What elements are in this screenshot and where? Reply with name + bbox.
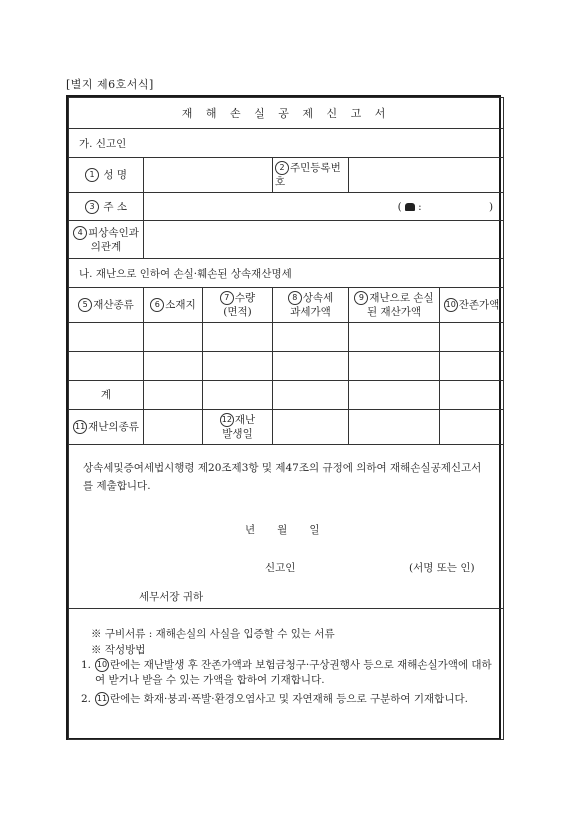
address-label: 3 주 소 (69, 193, 144, 221)
total-row (69, 381, 504, 410)
col-loss-value: 9 재난으로 손실 된 재산가액 (349, 288, 440, 323)
col-residual-value: 10 잔존가액 (440, 288, 504, 323)
declaration-text: 상속세및증여세법시행령 제20조제3항 및 제47조의 규정에 의하여 재해손실공제신고서를 제출합니다. (83, 462, 482, 492)
col-quantity: 7 수량 (면적) (203, 288, 273, 323)
circled-number: 2 (275, 161, 289, 175)
circled-number: 9 (354, 291, 368, 305)
signature-label: (서명 또는 인) (409, 562, 475, 574)
total-label: 계 (69, 381, 144, 410)
section-a-title: 가. 신고인 (69, 129, 504, 158)
relation-label: 4 피상속인과의관계 (69, 221, 144, 259)
section-b-title: 나. 재난으로 인하여 손실·훼손된 상속재산명세 (69, 259, 504, 288)
circled-number: 10 (95, 658, 109, 672)
disaster-loss-deduction-form (66, 95, 501, 740)
disaster-date-label: 12 재난 발생일 (203, 410, 273, 445)
name-field[interactable] (144, 158, 273, 193)
telephone-icon (405, 203, 415, 211)
notes-section (69, 609, 504, 740)
howto-item-2: 2. 11 란에는 화재·붕괴·폭발·환경오염사고 및 자연재해 등으로 구분하여 기재합니다. (81, 693, 468, 705)
table-row (69, 352, 504, 381)
circled-number: 8 (288, 291, 302, 305)
howto-title: ※ 작성방법 (91, 644, 146, 656)
circled-number: 10 (444, 298, 458, 312)
circled-number: 11 (73, 420, 87, 434)
table-row (69, 323, 504, 352)
howto-item-1: 1. 10 란에는 재난발생 후 잔존가액과 보험금청구·구상권행사 등으로 재해손실가액에 대하여 받거나 받을 수 있는 가액을 합하여 기재합니다. (81, 659, 492, 686)
circled-number: 5 (78, 298, 92, 312)
signer-label: 신고인 (265, 562, 296, 574)
circled-number: 1 (85, 168, 99, 182)
circled-number: 4 (73, 226, 87, 240)
attachment-label: [별지 제6호서식] (66, 78, 154, 91)
recipient-label: 세무서장 귀하 (139, 591, 204, 603)
form-table (68, 97, 504, 740)
address-field[interactable]: ( : ) (144, 193, 504, 221)
relation-field[interactable] (144, 221, 504, 259)
form-title: 재 해 손 실 공 제 신 고 서 (69, 98, 504, 129)
required-docs-note: ※ 구비서류 : 재해손실의 사실을 입증할 수 있는 서류 (91, 628, 335, 640)
declaration-section (69, 445, 504, 609)
rrn-label: 2 주민등록번호 (273, 158, 349, 193)
rrn-field[interactable] (349, 158, 504, 193)
circled-number: 6 (150, 298, 164, 312)
name-label: 1 성 명 (69, 158, 144, 193)
circled-number: 11 (95, 692, 109, 706)
col-taxable-value: 8 상속세 과세가액 (273, 288, 349, 323)
disaster-type-label: 11 재난의종류 (69, 410, 144, 445)
disaster-type-field[interactable] (144, 410, 203, 445)
circled-number: 7 (220, 291, 234, 305)
date-line: 년 월 일 (245, 524, 320, 536)
col-location: 6 소재지 (144, 288, 203, 323)
disaster-date-field[interactable] (273, 410, 349, 445)
circled-number: 12 (220, 413, 234, 427)
circled-number: 3 (85, 200, 99, 214)
col-asset-type: 5 재산종류 (69, 288, 144, 323)
